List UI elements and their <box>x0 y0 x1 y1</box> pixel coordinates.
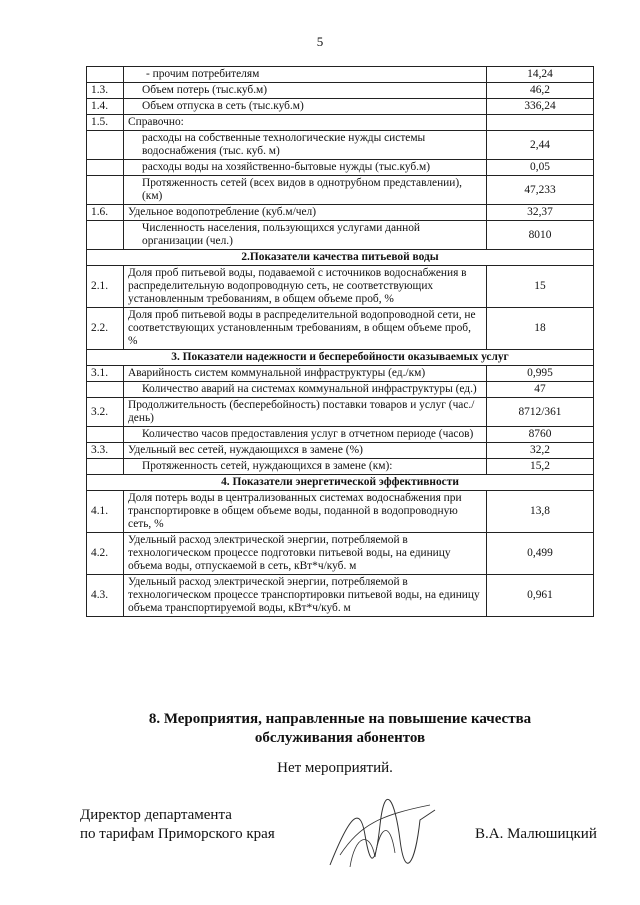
signer-position-line1: Директор департамента <box>80 807 232 823</box>
row-label: Объем потерь (тыс.куб.м) <box>124 83 487 99</box>
table-row <box>87 575 594 617</box>
table-row <box>87 308 594 350</box>
table-row <box>87 67 594 83</box>
signer-position-line2: по тарифам Приморского края <box>80 826 275 842</box>
handwritten-signature <box>320 795 440 875</box>
table-row <box>87 266 594 308</box>
row-value: 8010 <box>487 221 594 250</box>
row-label: Количество часов предоставления услуг в отчетном периоде (часов) <box>124 427 487 443</box>
row-value: 32,37 <box>487 205 594 221</box>
section-8-text: Нет мероприятий. <box>277 760 393 776</box>
row-value: 13,8 <box>487 491 594 533</box>
row-value: 47 <box>487 382 594 398</box>
row-value: 0,961 <box>487 575 594 617</box>
table-row <box>87 366 594 382</box>
row-number: 2.1. <box>87 266 124 308</box>
table-row <box>87 491 594 533</box>
table-row <box>87 221 594 250</box>
row-number: 1.6. <box>87 205 124 221</box>
row-label: Доля проб питьевой воды в распределительной водопроводной сети, не соответствующих установленным требованиям, в общем объеме проб, % <box>124 308 487 350</box>
table-row <box>87 99 594 115</box>
row-value: 15,2 <box>487 459 594 475</box>
section-8-heading <box>0 710 640 748</box>
row-number <box>87 459 124 475</box>
row-value: 8712/361 <box>487 398 594 427</box>
row-number: 1.5. <box>87 115 124 131</box>
section-8-heading-line1: 8. Мероприятия, направленные на повышение качества <box>148 711 532 727</box>
indicators-table <box>86 66 594 617</box>
row-number <box>87 382 124 398</box>
table-section-row <box>87 475 594 491</box>
row-label: Продолжительность (бесперебойность) поставки товаров и услуг (час./день) <box>124 398 487 427</box>
row-value: 0,05 <box>487 160 594 176</box>
row-number: 3.1. <box>87 366 124 382</box>
table-row <box>87 427 594 443</box>
row-number <box>87 160 124 176</box>
table-row <box>87 398 594 427</box>
row-number: 2.2. <box>87 308 124 350</box>
row-number <box>87 176 124 205</box>
row-value: 47,233 <box>487 176 594 205</box>
table-row <box>87 533 594 575</box>
row-value: 46,2 <box>487 83 594 99</box>
table-row <box>87 131 594 160</box>
row-number: 1.4. <box>87 99 124 115</box>
table-section-row <box>87 250 594 266</box>
row-value: 0,499 <box>487 533 594 575</box>
row-value: 2,44 <box>487 131 594 160</box>
section-8-heading-line2: обслуживания абонентов <box>254 730 426 746</box>
table-section-row <box>87 350 594 366</box>
row-label: Доля потерь воды в централизованных системах водоснабжения при транспортировке в общем объеме воды, поданной в водопроводную сеть, % <box>124 491 487 533</box>
row-value: 336,24 <box>487 99 594 115</box>
row-number <box>87 67 124 83</box>
section-title: 4. Показатели энергетической эффективности <box>87 475 594 491</box>
row-label: расходы воды на хозяйственно-бытовые нужды (тыс.куб.м) <box>124 160 487 176</box>
table-row <box>87 443 594 459</box>
row-number: 3.3. <box>87 443 124 459</box>
table-row <box>87 459 594 475</box>
row-number <box>87 221 124 250</box>
page-number: 5 <box>316 34 324 49</box>
table-row <box>87 382 594 398</box>
row-number: 1.3. <box>87 83 124 99</box>
row-label: Удельный расход электрической энергии, потребляемой в технологическом процессе подготовки питьевой воды, на единицу объема воды, отпускаемой в сеть, кВт*ч/куб. м <box>124 533 487 575</box>
row-value: 14,24 <box>487 67 594 83</box>
table-row <box>87 205 594 221</box>
signer-name: В.А. Малюшицкий <box>475 826 597 842</box>
row-label: Аварийность систем коммунальной инфраструктуры (ед./км) <box>124 366 487 382</box>
row-number: 4.2. <box>87 533 124 575</box>
row-value: 32,2 <box>487 443 594 459</box>
row-label: - прочим потребителям <box>124 67 487 83</box>
row-number: 4.3. <box>87 575 124 617</box>
row-label: Объем отпуска в сеть (тыс.куб.м) <box>124 99 487 115</box>
section-title: 3. Показатели надежности и бесперебойности оказываемых услуг <box>87 350 594 366</box>
table-row <box>87 176 594 205</box>
row-label: Удельный расход электрической энергии, потребляемой в технологическом процессе транспортировки питьевой воды, на единицу объема транспортируемой воды, кВт*ч/куб. м <box>124 575 487 617</box>
row-value <box>487 115 594 131</box>
row-number: 4.1. <box>87 491 124 533</box>
row-value: 15 <box>487 266 594 308</box>
row-label: Протяженность сетей (всех видов в однотрубном представлении), (км) <box>124 176 487 205</box>
row-number: 3.2. <box>87 398 124 427</box>
row-label: Количество аварий на системах коммунальной инфраструктуры (ед.) <box>124 382 487 398</box>
table-row <box>87 160 594 176</box>
row-number <box>87 427 124 443</box>
signer-position <box>80 806 275 844</box>
row-label: Доля проб питьевой воды, подаваемой с источников водоснабжения в распределительную водопроводную сеть, не соответствующих установленным требованиям, в общем объеме проб, % <box>124 266 487 308</box>
row-value: 0,995 <box>487 366 594 382</box>
row-number <box>87 131 124 160</box>
table-row <box>87 115 594 131</box>
row-label: Справочно: <box>124 115 487 131</box>
row-value: 18 <box>487 308 594 350</box>
section-title: 2.Показатели качества питьевой воды <box>87 250 594 266</box>
row-label: Удельное водопотребление (куб.м/чел) <box>124 205 487 221</box>
row-label: Численность населения, пользующихся услугами данной организации (чел.) <box>124 221 487 250</box>
table-row <box>87 83 594 99</box>
row-label: расходы на собственные технологические нужды системы водоснабжения (тыс. куб. м) <box>124 131 487 160</box>
row-label: Удельный вес сетей, нуждающихся в замене (%) <box>124 443 487 459</box>
row-value: 8760 <box>487 427 594 443</box>
row-label: Протяженность сетей, нуждающихся в замене (км): <box>124 459 487 475</box>
